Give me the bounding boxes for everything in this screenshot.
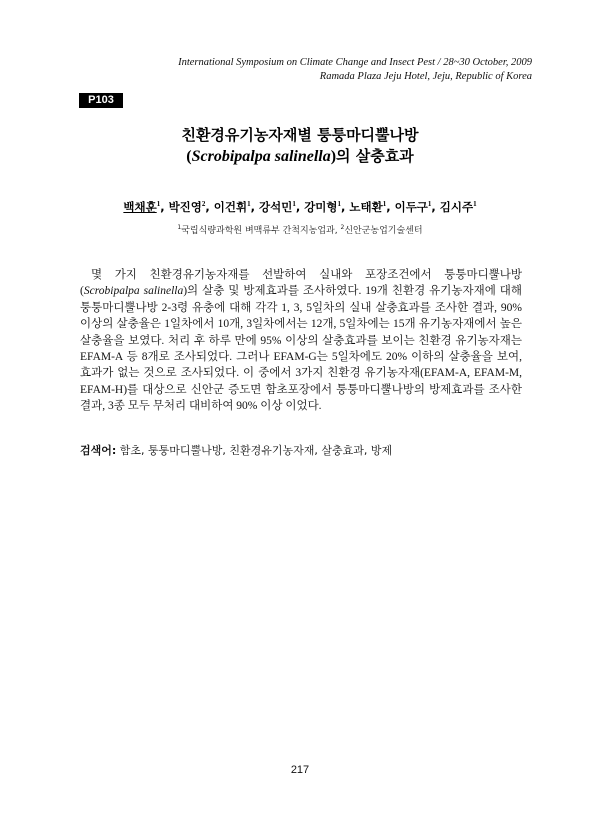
keywords-label: 검색어: xyxy=(80,444,117,457)
author-separator: , xyxy=(431,200,440,214)
page-number: 217 xyxy=(290,764,310,776)
author-affiliation-mark: 1 xyxy=(337,200,342,209)
author-separator: , xyxy=(295,200,305,214)
author-name: 강석민 xyxy=(258,200,293,214)
keywords xyxy=(80,442,522,458)
affiliation-mark: 1 xyxy=(177,224,182,231)
title-line1: 친환경유기농자재별 퉁퉁마디뿔나방 xyxy=(181,126,419,144)
author-name: 이건휘 xyxy=(213,200,248,214)
abstract-text-part2: )의 살충 및 방제효과를 조사하였다. 19개 친환경 유기농자재에 대해 퉁퉁마디뿔나방 2-3령 유충에 대해 각각 1, 3, 5일차의 실내 살충효과를 조사한 결과, 90% 이상의 살충율은 1일차에서 10개, 3일차에서는 12개, 5일차에는 15개 유기농자재에서 높은 살충율을 보였다. 처리 후 하루 만에 95% 이상의 살충효과를 보이는 친환경 유기농자재는 EFAM-A 등 8개로 조사되었다. 그러나 EFAM-G는 5일차에도 20% 이하의 살충율을 보여, 효과가 없는 것으로 조사되었다. 이 중에서 3가지 친환경 유기농자재(EFAM-A, EFAM-M, EFAM-H)를 대상으로 신안군 증도면 함초포장에서 퉁퉁마디뿔나방의 방제효과를 조사한 결과, 3종 모두 무처리 대비하여 90% 이상 이었다. xyxy=(80,285,522,413)
author-affiliation-mark: 1 xyxy=(427,200,432,209)
abstract-text-part1: 몇 가지 친환경유기농자재를 선발하여 실내와 포장조건에서 퉁퉁마디뿔나방 ( xyxy=(80,269,522,298)
title-line2 xyxy=(60,146,540,167)
author-name: 노태환 xyxy=(349,200,383,214)
keywords-text: 함초, 퉁퉁마디뿔나방, 친환경유기농자재, 살충효과, 방제 xyxy=(116,444,393,457)
title-paren-open: ( xyxy=(186,148,192,165)
author-list xyxy=(60,199,540,215)
affiliations: $^1$국립식량과학원 벼맥류부 간척지농업과, $^2$신안군농업기술센터 xyxy=(177,224,423,236)
conference-header-line2: Ramada Plaza Jeju Hotel, Jeju, Republic of Korea xyxy=(319,71,532,82)
title-scientific-name: Scrobipalpa salinella xyxy=(191,148,331,165)
conference-header-line1: International Symposium on Climate Change and Insect Pest / 28~30 October, 2009 xyxy=(178,57,532,68)
poster-id-badge: P103 xyxy=(79,93,123,108)
abstract-body xyxy=(80,267,522,415)
title-suffix: 의 살충효과 xyxy=(336,147,414,165)
author-affiliation-mark: 1 xyxy=(247,200,251,209)
paper-title xyxy=(60,125,540,167)
author-name: 김시주 xyxy=(439,200,474,214)
author-affiliation-mark: 1 xyxy=(292,200,296,209)
author-affiliation-mark: 1 xyxy=(473,200,477,209)
title-paren-close: ) xyxy=(330,148,337,165)
author-affiliation-mark: 2 xyxy=(201,200,206,209)
author-name: 이두구 xyxy=(394,200,428,214)
author-separator: , xyxy=(250,200,259,214)
conference-header xyxy=(178,56,532,84)
author-name: 백채훈 xyxy=(123,200,157,214)
abstract-scientific-name: Scrobipalpa salinella xyxy=(83,285,184,298)
affiliation-mark: 2 xyxy=(340,224,345,231)
affiliation-text: 국립식량과학원 벼맥류부 간척지농업과 xyxy=(181,226,335,236)
author-separator: , xyxy=(205,200,214,214)
author-affiliation-mark: 1 xyxy=(382,200,387,209)
affiliation-text: 신안군농업기술센터 xyxy=(344,226,423,236)
author-separator: , xyxy=(386,200,395,214)
author-separator: , xyxy=(160,200,169,214)
author-separator: , xyxy=(341,200,350,214)
author-affiliation-mark: 1 xyxy=(156,200,161,209)
author-name: 강미형 xyxy=(304,200,338,214)
author-name: 박진영 xyxy=(168,200,202,214)
